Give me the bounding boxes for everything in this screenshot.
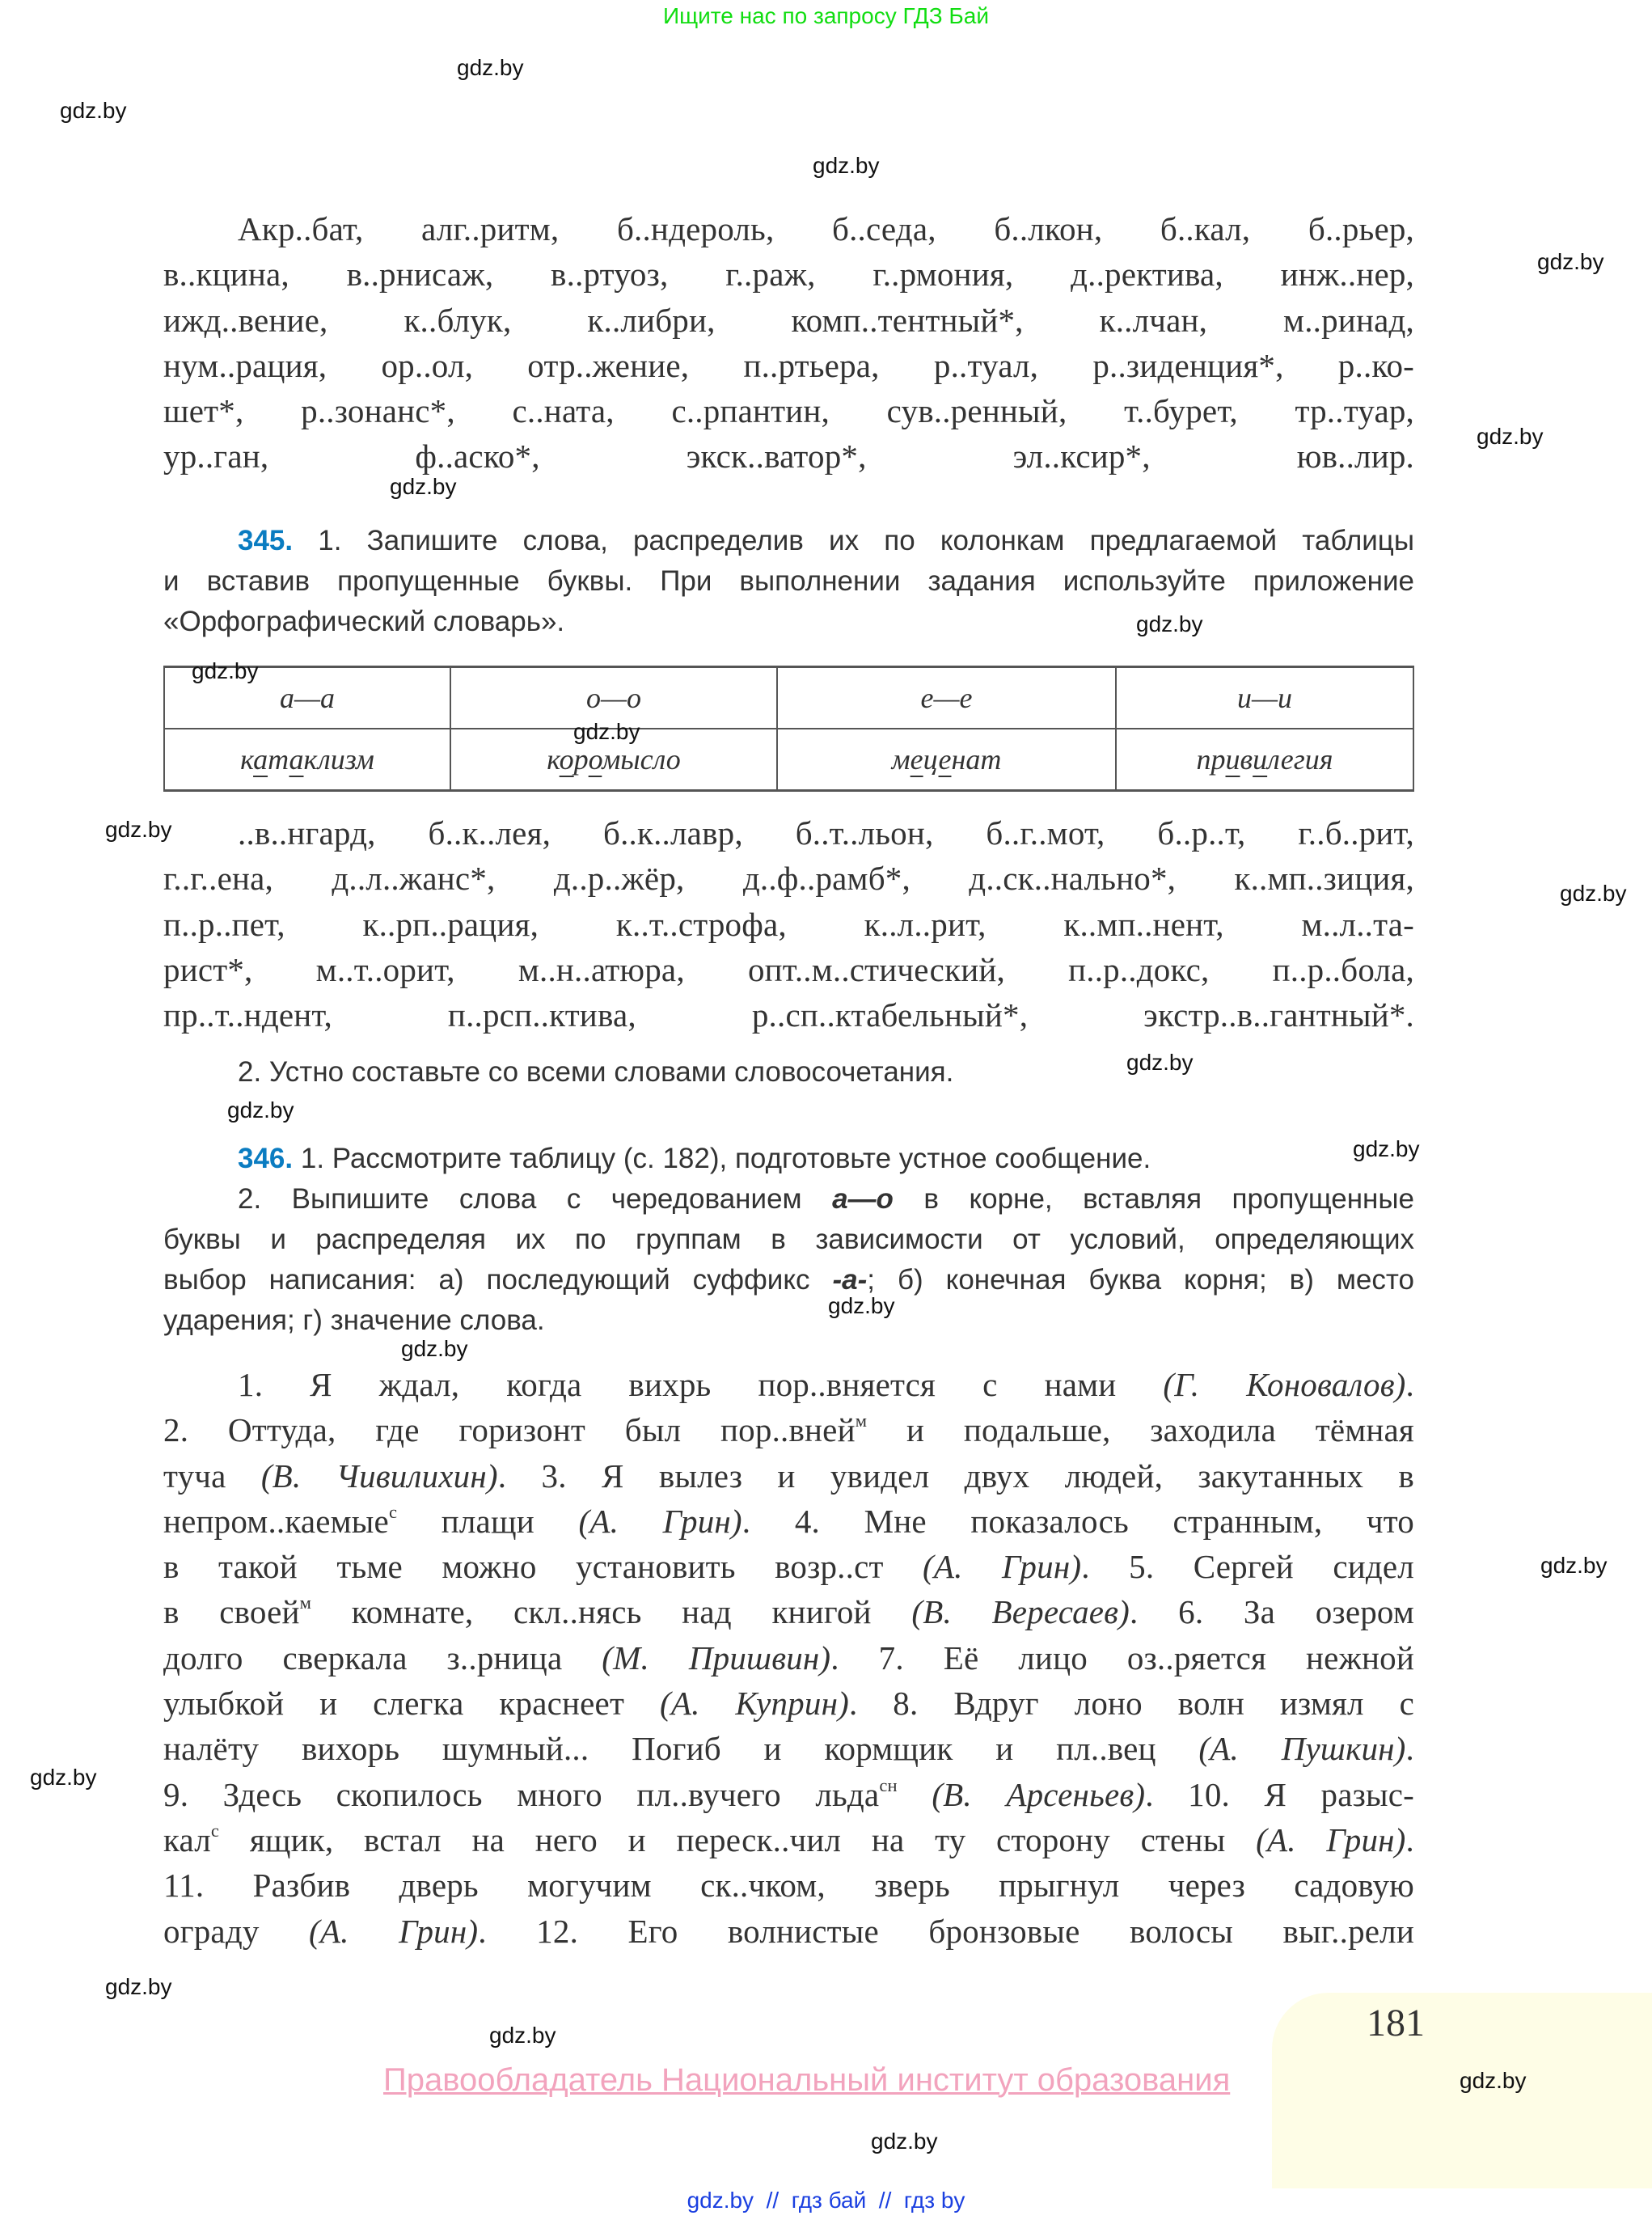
text-segment: нат xyxy=(951,743,1002,776)
watermark: gdz.by xyxy=(192,658,259,683)
text-line xyxy=(163,1681,1414,1726)
text-line xyxy=(163,810,1414,856)
author-name: (А. Грин) xyxy=(578,1502,742,1540)
text-segment: мысло xyxy=(602,743,681,776)
author-name: (А. Куприн) xyxy=(659,1685,849,1723)
watermark: gdz.by xyxy=(105,1974,172,1999)
author-name: (В. Вересаев) xyxy=(911,1593,1130,1631)
text-segment: р xyxy=(573,743,589,776)
exercise-number: 345. xyxy=(238,525,294,556)
text-segment: ударения; г) значение слова. xyxy=(163,1304,545,1336)
text-line xyxy=(163,206,1414,252)
text-segment: 2. Оттуда, где горизонт был пор..вней xyxy=(163,1411,856,1449)
text-segment: пр..т..ндент, п..рсп..ктива, р..сп..ктабельный*, экстр..в..гантный*. xyxy=(163,996,1414,1034)
text-segment: клизм xyxy=(303,743,374,776)
text-segment: . xyxy=(1405,1730,1414,1768)
exercise-346-line xyxy=(163,1139,1414,1179)
text-line xyxy=(163,1862,1414,1908)
author-name: (Г. Коновалов) xyxy=(1163,1366,1406,1403)
text-segment: туча xyxy=(163,1457,261,1495)
underlined-letter: е xyxy=(910,743,923,776)
watermark: gdz.by xyxy=(489,2023,556,2048)
text-segment: . 7. Её лицо оз..ряется нежной xyxy=(830,1638,1415,1676)
text-segment: 11. Разбив дверь могучим ск..чком, зверь прыгнул через садовую xyxy=(163,1867,1414,1905)
page-number: 181 xyxy=(1367,2002,1425,2044)
text-line xyxy=(163,856,1414,901)
copyright-link[interactable]: Правообладатель Национальный институт образования xyxy=(383,2062,1231,2098)
watermark: gdz.by xyxy=(1460,2068,1527,2093)
text-line xyxy=(163,1499,1414,1544)
author-name: (А. Пушкин) xyxy=(1198,1730,1406,1768)
underlined-letter: а xyxy=(253,743,268,776)
text-segment: налёту вихорь шумный... Погиб и кормщик и пл..вец xyxy=(163,1730,1199,1768)
watermark: gdz.by xyxy=(1353,1136,1420,1161)
author-name: (М. Пришвин) xyxy=(602,1638,831,1676)
text-segment: 2. Выпишите слова с чередованием xyxy=(238,1183,833,1215)
text-line xyxy=(163,1909,1414,1954)
text-segment: в xyxy=(1240,743,1253,776)
text-segment: к xyxy=(240,743,254,776)
text-segment: и подальше, заходила тёмная xyxy=(867,1411,1414,1449)
text-segment: выбор написания: а) последующий суффикс xyxy=(163,1264,833,1296)
text-line xyxy=(163,1772,1414,1817)
text-segment: долго сверкала з..рница xyxy=(163,1638,602,1676)
exercise-346-task2 xyxy=(163,1179,1414,1341)
text-segment: ящик, встал на него и переск..чил на ту сторону стены xyxy=(219,1820,1257,1858)
text-segment: шет*, р..зонанс*, с..ната, с..рпантин, сув..ренный, т..бурет, тр..туар, xyxy=(163,392,1414,430)
text-segment: ограду xyxy=(163,1912,310,1950)
watermark: gdz.by xyxy=(573,719,640,744)
text-line xyxy=(163,1635,1414,1681)
text-line xyxy=(163,343,1414,388)
text-line xyxy=(163,1260,1414,1300)
text-segment: . 6. За озером xyxy=(1130,1593,1414,1631)
text-segment: 1. Я ждал, когда вихрь пор..вняется с нами xyxy=(238,1366,1164,1403)
text-segment: . xyxy=(1405,1820,1414,1858)
task-text: 1. Запишите слова, распределив их по колонкам предлагаемой таблицы xyxy=(293,525,1414,556)
text-segment: ..в..нгард, б..к..лея, б..к..лавр, б..т..льон, б..г..мот, б..р..т, г..б..рит, xyxy=(238,814,1414,852)
exercise-number: 346. xyxy=(238,1143,294,1174)
text-line xyxy=(163,1726,1414,1771)
text-segment: . 4. Мне показалось странным, что xyxy=(741,1502,1414,1540)
text-line xyxy=(163,1300,1414,1341)
search-banner: Ищите нас по запросу ГДЗ Бай xyxy=(662,3,990,28)
text-segment: комнате, скл..нясь над книгой xyxy=(311,1593,912,1631)
exercise-345-task2 xyxy=(163,1052,1414,1093)
text-segment: рист*, м..т..орит, м..н..атюра, опт..м..стический, п..р..докс, п..р..бола, xyxy=(163,950,1414,988)
text-line xyxy=(163,1220,1414,1260)
task-text: 2. Устно составьте со всеми словами словосочетания. xyxy=(238,1056,954,1088)
text-segment: в своей xyxy=(163,1593,300,1631)
table-cell xyxy=(777,729,1116,791)
text-segment: ц xyxy=(923,743,939,776)
text-segment: Акр..бат, алг..ритм, б..ндероль, б..седа, б..лкон, б..кал, б..рьер, xyxy=(238,210,1414,247)
watermark: gdz.by xyxy=(227,1097,294,1123)
text-segment: нум..рация, ор..ол, отр..жение, п..ртьера, р..туал, р..зиденция*, р..ко- xyxy=(163,346,1414,384)
table-header: и—и xyxy=(1116,667,1413,729)
text-segment: к xyxy=(547,743,560,776)
text-segment: пр xyxy=(1196,743,1226,776)
text-segment: кал xyxy=(163,1820,211,1858)
author-name: (А. Грин) xyxy=(1256,1820,1406,1858)
text-segment: . 10. Я разыс- xyxy=(1145,1775,1414,1813)
superscript-mark: м xyxy=(299,1592,312,1613)
text-line xyxy=(163,1589,1414,1634)
text-line xyxy=(163,992,1414,1038)
superscript-mark: сн xyxy=(879,1774,898,1795)
watermark: gdz.by xyxy=(30,1765,97,1790)
text-segment: п..р..пет, к..рп..рация, к..т..строфа, к..л..рит, к..мп..нент, м..л..та- xyxy=(163,905,1414,943)
text-line xyxy=(163,298,1414,343)
bottom-links[interactable]: gdz.by // гдз бай // гдз by xyxy=(687,2188,965,2213)
text-line xyxy=(163,1407,1414,1452)
word-list-344 xyxy=(163,206,1414,480)
text-segment: . 12. Его волнистые бронзовые волосы выг..рели xyxy=(478,1912,1414,1950)
text-line xyxy=(163,388,1414,433)
text-line xyxy=(163,1817,1414,1862)
text-segment: непром..каемые xyxy=(163,1502,389,1540)
watermark: gdz.by xyxy=(1477,424,1544,449)
underlined-letter: о xyxy=(559,743,574,776)
table-header: о—о xyxy=(450,667,777,729)
underlined-letter: е xyxy=(938,743,952,776)
watermark: gdz.by xyxy=(1136,611,1203,636)
text-line xyxy=(163,252,1414,297)
text-segment: в такой тьме можно установить возр..ст xyxy=(163,1548,923,1586)
text-segment: . xyxy=(1405,1366,1414,1403)
vowel-table xyxy=(163,666,1414,792)
exercise-346-task xyxy=(163,1139,1414,1341)
underlined-letter: а xyxy=(289,743,304,776)
exercise-345-line xyxy=(163,521,1414,561)
watermark: gdz.by xyxy=(1560,881,1627,906)
text-segment: ижд..вение, к..блук, к..либри, комп..тентный*, к..лчан, м..ринад, xyxy=(163,301,1414,339)
watermark: gdz.by xyxy=(60,98,127,123)
text-segment: ур..ган, ф..аско*, экск..ватор*, эл..ксир*, юв..лир. xyxy=(163,438,1414,476)
text-segment: . 3. Я вылез и увидел двух людей, закутанных в xyxy=(497,1457,1414,1495)
text-line xyxy=(163,902,1414,947)
exercise-346-sentences xyxy=(163,1362,1414,1954)
watermark: gdz.by xyxy=(871,2129,938,2154)
table-cell xyxy=(1116,729,1413,791)
underlined-letter: и xyxy=(1225,743,1240,776)
author-name: (А. Грин) xyxy=(309,1912,479,1950)
watermark: gdz.by xyxy=(1126,1050,1194,1075)
table-header: е—е xyxy=(777,667,1116,729)
task-text: 1. Рассмотрите таблицу (с. 182), подготовьте устное сообщение. xyxy=(293,1143,1151,1174)
text-line xyxy=(163,1453,1414,1499)
text-segment: ; б) конечная буква корня; в) место xyxy=(867,1264,1414,1296)
text-segment: т xyxy=(268,743,289,776)
watermark: gdz.by xyxy=(390,474,457,499)
watermark: gdz.by xyxy=(401,1336,468,1361)
text-line xyxy=(163,1544,1414,1589)
watermark: gdz.by xyxy=(105,817,172,842)
text-segment: г..г..ена, д..л..жанс*, д..р..жёр, д..ф..рамб*, д..ск..нально*, к..мп..зиция, xyxy=(163,860,1414,898)
text-segment: в корне, вставляя пропущенные xyxy=(893,1183,1414,1215)
text-segment: плащи xyxy=(397,1502,579,1540)
text-segment: буквы и распределяя их по группам в зависимости от условий, определяющих xyxy=(163,1224,1414,1255)
text-segment: . 5. Сергей сидел xyxy=(1081,1548,1414,1586)
watermark: gdz.by xyxy=(457,55,524,80)
emphasis: а—о xyxy=(832,1183,894,1215)
author-name: (В. Чивилихин) xyxy=(260,1457,498,1495)
text-segment: в..кцина, в..рнисаж, в..ртуоз, г..раж, г..рмония, д..ректива, инж..нер, xyxy=(163,256,1414,294)
author-name: (А. Грин) xyxy=(923,1548,1082,1586)
table-header: а—а xyxy=(164,667,450,729)
superscript-mark: м xyxy=(855,1410,868,1431)
text-segment: . 8. Вдруг лоно волн измял с xyxy=(848,1685,1414,1723)
watermark: gdz.by xyxy=(813,153,880,178)
superscript-mark: с xyxy=(388,1501,398,1522)
text-line xyxy=(163,1362,1414,1407)
table-row xyxy=(164,729,1413,791)
text-segment: 9. Здесь скопилось много пл..вучего льда xyxy=(163,1775,880,1813)
exercise-345-line: и вставив пропущенные буквы. При выполнении задания используйте приложение xyxy=(163,565,1414,597)
text-segment: улыбкой и слегка краснеет xyxy=(163,1685,660,1723)
text-line xyxy=(163,433,1414,479)
exercise-345-line: «Орфографический словарь». xyxy=(163,606,565,637)
underlined-letter: и xyxy=(1253,743,1268,776)
text-segment: легия xyxy=(1267,743,1333,776)
watermark: gdz.by xyxy=(1537,249,1604,274)
watermark: gdz.by xyxy=(828,1293,895,1318)
text-segment: м xyxy=(891,743,911,776)
word-list-345 xyxy=(163,810,1414,1038)
author-name: (В. Арсеньев) xyxy=(932,1775,1146,1813)
exercise-345-task xyxy=(163,521,1414,642)
table-cell xyxy=(164,729,450,791)
underlined-letter: о xyxy=(588,743,602,776)
text-line xyxy=(163,1179,1414,1220)
table-header-row xyxy=(164,667,1413,729)
watermark: gdz.by xyxy=(1540,1553,1608,1578)
text-segment xyxy=(898,1776,932,1813)
emphasis: -а- xyxy=(832,1264,868,1296)
text-line xyxy=(163,947,1414,992)
superscript-mark: с xyxy=(210,1820,220,1841)
